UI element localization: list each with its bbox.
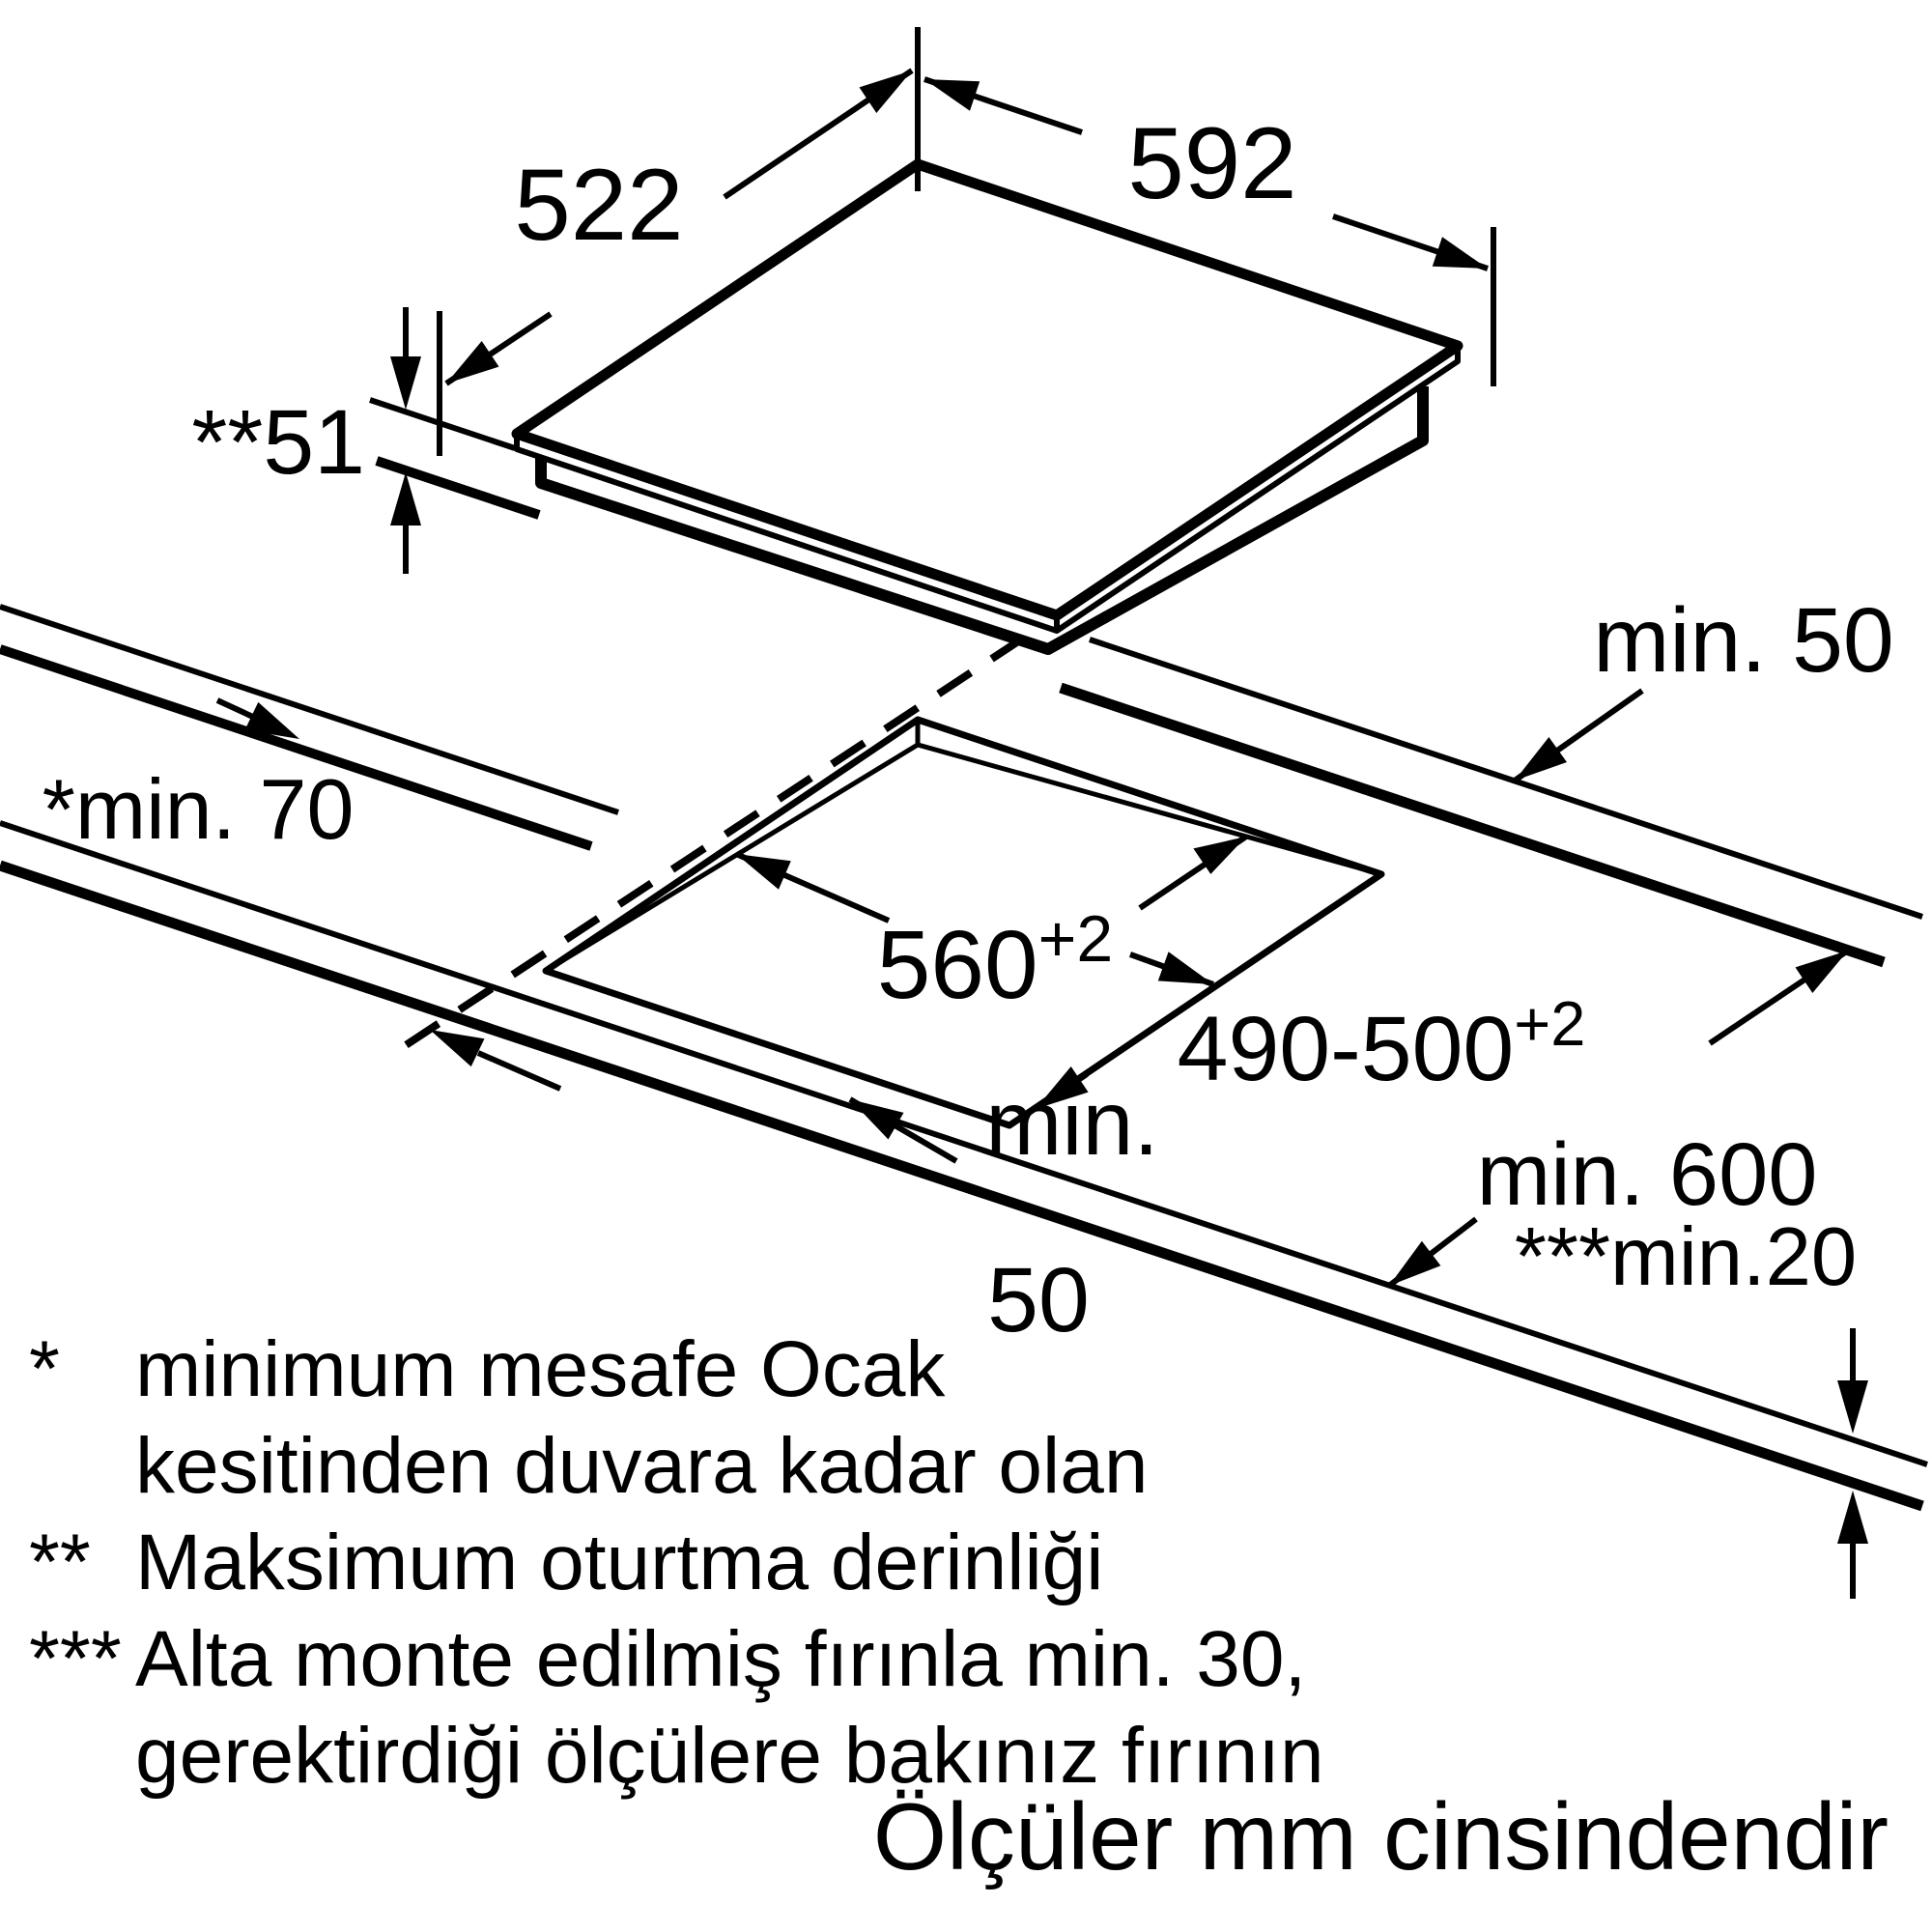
footnote-2-line-1: Maksimum oturtma derinliği: [135, 1519, 1104, 1606]
footnotes: [29, 1325, 1324, 1800]
dim-front-clearance-label-2: 50: [987, 1249, 1090, 1351]
dim-min70-line-a: [217, 700, 255, 718]
dim-592-arrowhead-left: [924, 79, 980, 111]
dim-wall-clearance-label: *min. 70: [42, 761, 355, 857]
dim-counter-depth-label: min. 600: [1476, 1125, 1818, 1224]
dim-min20-arrowhead-down: [1837, 1380, 1868, 1434]
dim-min600-arrowhead-upper: [1796, 951, 1849, 993]
footnote-1-line-2: kesitinden duvara kadar olan: [135, 1422, 1149, 1510]
dim-min50-back-arrowhead: [1515, 737, 1567, 781]
dim-under-clearance-label: ***min.20: [1514, 1211, 1858, 1303]
dim-522-arrowhead-upper: [860, 71, 913, 113]
dim-min20-arrowhead-up: [1837, 1491, 1868, 1544]
footnote-3-marker: ***: [29, 1615, 122, 1703]
dim-cutout-width-label: $560^{+2}$: [876, 902, 1114, 1019]
footnote-3-line-2: gerektirdiği ölçülere bakınız fırının: [135, 1712, 1324, 1800]
dim-hob-width-label: 592: [1127, 107, 1297, 220]
footnote-3-line-1: Alta monte edilmiş fırınla min. 30,: [135, 1615, 1307, 1703]
dim-back-clearance-label: min. 50: [1593, 589, 1894, 692]
dim-522-arrowhead-lower: [446, 341, 499, 384]
dim-cutout-depth-label: $490-500^{+2}$: [1177, 988, 1586, 1100]
dim-hob-height-label: **51: [191, 391, 365, 494]
footnote-1-line-1: minimum mesafe Ocak: [135, 1325, 946, 1413]
dim-min50-front-arrowhead: [850, 1099, 904, 1140]
units-note: Ölçüler mm cinsindendir: [872, 1783, 1889, 1889]
footnote-2-marker: **: [29, 1519, 91, 1606]
footnote-1-marker: *: [29, 1325, 60, 1413]
dim-51-arrowhead-down: [390, 356, 421, 410]
dim-front-clearance-label-1: min.: [985, 1072, 1159, 1175]
dim-592-arrowhead-right: [1433, 237, 1488, 269]
dim-51-arrowhead-up: [390, 472, 421, 526]
dim-min70-arrowhead-lower: [430, 1030, 485, 1066]
dim-min600-arrowhead-lower: [1389, 1241, 1440, 1286]
dim-hob-depth-label: 522: [514, 149, 684, 262]
dim-min70-line-b: [478, 1053, 560, 1089]
